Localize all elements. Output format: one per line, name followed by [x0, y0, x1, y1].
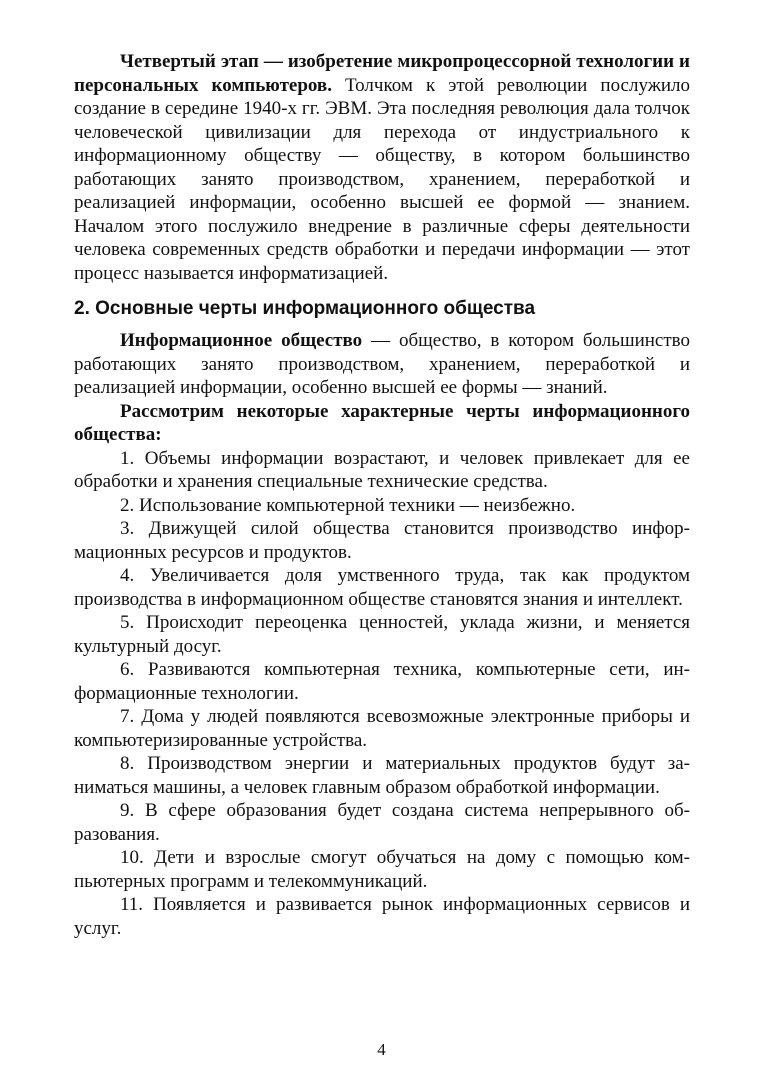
page-body — [74, 50, 690, 940]
intro-text: Толчком к этой революции послужило создание в середине 1940-х гг. ЭВМ. Эта последняя революция дала толчок человеческой цивилизации для перехода от индустриального к информационному обществу — обществу, в котором большинство работающих занято производством, хранением, переработкой и реализацией информации, особенно высшей ее формой — знанием. Началом этого послужило внедрение в различные сферы деятельности человека современных средств обработки и передачи информации — этот процесс называется информатизацией. — [74, 74, 690, 284]
definition-term: Информационное общество — [120, 330, 363, 351]
definition-text: — общество, в котором большинство работающих занято производством, хранением, переработкой и реализацией информации, особенно высшей ее формы — знаний. — [74, 330, 690, 398]
list-item: 8. Производством энергии и материальных продуктов будут заниматься машины, а человек главным образом обработкой информации. — [74, 753, 690, 798]
list-item: 5. Происходит переоценка ценностей, уклада жизни, и меняется культурный досуг. — [74, 612, 690, 657]
intro-bold-lead: Четвертый этап — изобретение микропроцессорной технологии и персональных компьютеров. — [74, 51, 690, 96]
section-heading: 2. Основные черты информационного общества — [74, 298, 536, 319]
intro-paragraph — [74, 50, 690, 285]
page-number: 4 — [377, 1040, 386, 1059]
list-item: 2. Использование компьютерной техники — неизбежно. — [120, 494, 576, 516]
definition-paragraph — [74, 329, 690, 400]
list-item: 9. В сфере образования будет создана система непрерывного образования. — [74, 800, 690, 845]
list-item: 7. Дома у людей появляются всевозможные электронные приборы и компьютеризированные устройства. — [74, 706, 690, 751]
features-lead-text: Рассмотрим некоторые характерные черты информационного общества: — [74, 400, 690, 445]
list-item: 11. Появляется и развивается рынок информационных сервисов и услуг. — [74, 894, 690, 939]
list-item: 10. Дети и взрослые смогут обучаться на дому с помощью компьютерных программ и телекоммуникаций. — [74, 847, 690, 892]
list-item: 4. Увеличивается доля умственного труда, так как продуктом производства в информационном обществе становятся знания и интеллект. — [74, 565, 690, 610]
list-item: 6. Развиваются компьютерная техника, компьютерные сети, информационные технологии. — [74, 659, 690, 704]
list-item: 3. Движущей силой общества становится производство информационных ресурсов и продуктов. — [74, 518, 690, 563]
features-lead — [74, 400, 690, 447]
list-item: 1. Объемы информации возрастают, и человек привлекает для ее обработки и хранения специальные технические средства. — [74, 447, 690, 492]
